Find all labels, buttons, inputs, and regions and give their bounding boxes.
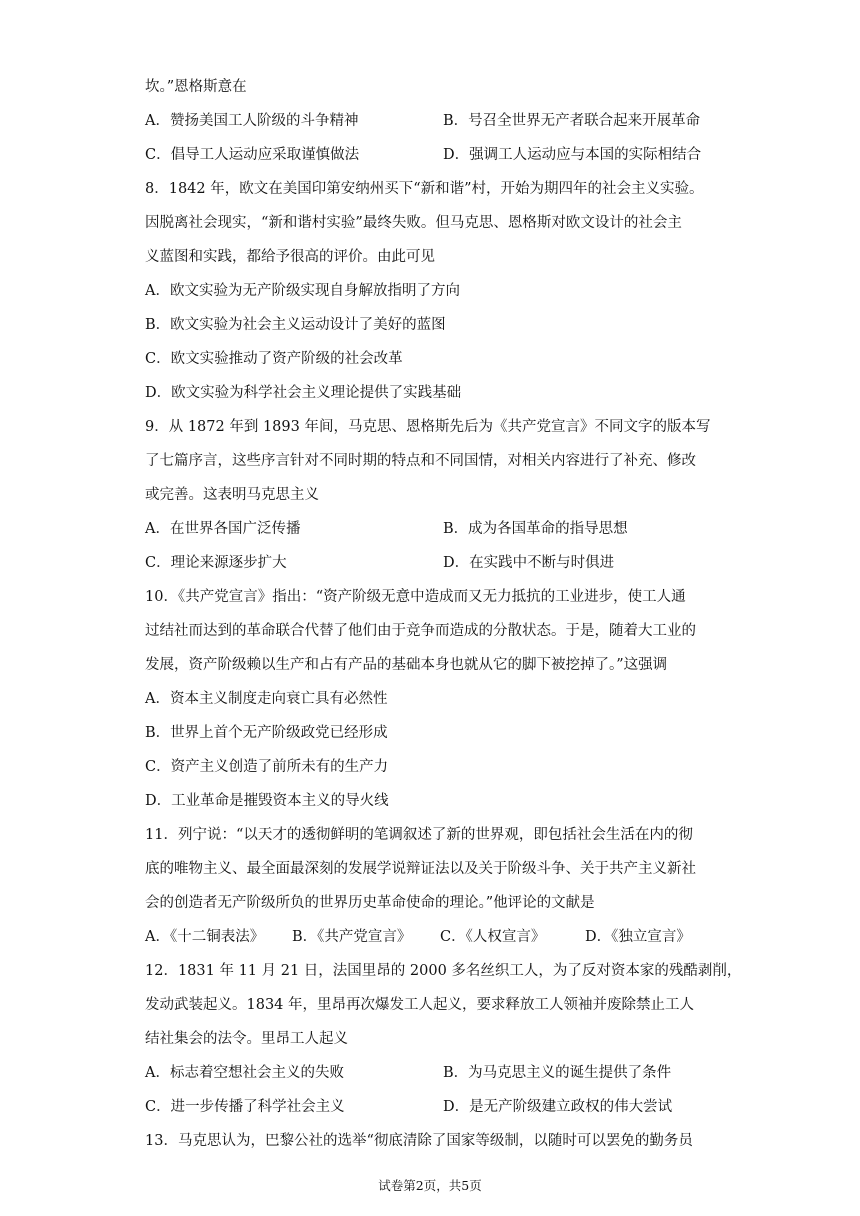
option-row [145,104,720,138]
question-content [145,70,742,1158]
option-text: C．理论来源逐步扩大 [145,555,287,571]
text-line: 因脱离社会现实，“新和谐村实验”最终失败。但马克思、恩格斯对欧文设计的社会主 [145,215,682,231]
text-line: B．世界上首个无产阶级政党已经形成 [145,725,388,741]
option-text: A．标志着空想社会主义的失败 [145,1065,344,1081]
option-text: A．《十二铜表法》 [145,929,265,945]
text-line: D．欧文实验为科学社会主义理论提供了实践基础 [145,385,462,401]
option-text: D．在实践中不断与时俱进 [443,555,615,571]
text-line: 8．1842 年，欧文在美国印第安纳州买下“新和谐”村，开始为期四年的社会主义实验。 [145,181,704,197]
option-row [145,920,720,954]
text-line: 11．列宁说：“以天才的透彻鲜明的笔调叙述了新的世界观，即包括社会生活在内的彻 [145,827,693,843]
text-line: 结社集会的法令。里昂工人起义 [145,1031,348,1047]
option-text: C．进一步传播了科学社会主义 [145,1099,345,1115]
option-text: A．在世界各国广泛传播 [145,521,301,537]
option-text: C．《人权宣言》 [440,929,546,945]
option-text: D．是无产阶级建立政权的伟大尝试 [443,1099,673,1115]
option-text: D．强调工人运动应与本国的实际相结合 [443,147,702,163]
option-row [145,138,720,172]
option-row [145,512,720,546]
text-line: D．工业革命是摧毁资本主义的导火线 [145,793,389,809]
option-row [145,1090,720,1124]
text-line: C．资产主义创造了前所未有的生产力 [145,759,389,775]
text-line: 10．《共产党宣言》指出：“资产阶级无意中造成而又无力抵抗的工业进步，使工人通 [145,589,686,605]
text-line: 9．从 1872 年到 1893 年间，马克思、恩格斯先后为《共产党宣言》不同文字的版本写 [145,419,711,435]
text-line: C．欧文实验推动了资产阶级的社会改革 [145,351,403,367]
text-line: 发展，资产阶级赖以生产和占有产品的基础本身也就从它的脚下被挖掉了。”这强调 [145,657,668,673]
option-text: A．赞扬美国工人阶级的斗争精神 [145,113,359,129]
text-line: 了七篇序言，这些序言针对不同时期的特点和不同国情，对相关内容进行了补充、修改 [145,453,696,469]
option-text: D．《独立宣言》 [585,929,691,945]
text-line: 义蓝图和实践，都给予很高的评价。由此可见 [145,249,435,265]
text-line: A．资本主义制度走向衰亡具有必然性 [145,691,388,707]
text-line: 12．1831 年 11 月 21 日，法国里昂的 2000 多名丝织工人，为了反对资本家的残酷剥削， [145,963,742,979]
text-line: A．欧文实验为无产阶级实现自身解放指明了方向 [145,283,460,299]
option-text: B．号召全世界无产者联合起来开展革命 [443,113,701,129]
text-line: 会的创造者无产阶级所负的世界历史革命使命的理论。”他评论的文献是 [145,895,595,911]
text-line: 过结社而达到的革命联合代替了他们由于竞争而造成的分散状态。于是，随着大工业的 [145,623,696,639]
text-line: 或完善。这表明马克思主义 [145,487,319,503]
text-line: B．欧文实验为社会主义运动设计了美好的蓝图 [145,317,446,333]
page-footer: 试卷第2页，共5页 [378,1178,482,1193]
option-text: B．《共产党宣言》 [292,929,412,945]
option-row [145,1056,720,1090]
option-text: B．成为各国革命的指导思想 [443,521,628,537]
text-line: 13．马克思认为，巴黎公社的选举“彻底清除了国家等级制，以随时可以罢免的勤务员 [145,1133,693,1149]
text-line: 坎。”恩格斯意在 [145,79,247,95]
text-line: 底的唯物主义、最全面最深刻的发展学说辩证法以及关于阶级斗争、关于共产主义新社 [145,861,696,877]
text-line: 发动武装起义。1834 年，里昂再次爆发工人起义，要求释放工人领袖并废除禁止工人 [145,997,695,1013]
option-row [145,546,720,580]
option-text: B．为马克思主义的诞生提供了条件 [443,1065,672,1081]
option-text: C．倡导工人运动应采取谨慎做法 [145,147,360,163]
